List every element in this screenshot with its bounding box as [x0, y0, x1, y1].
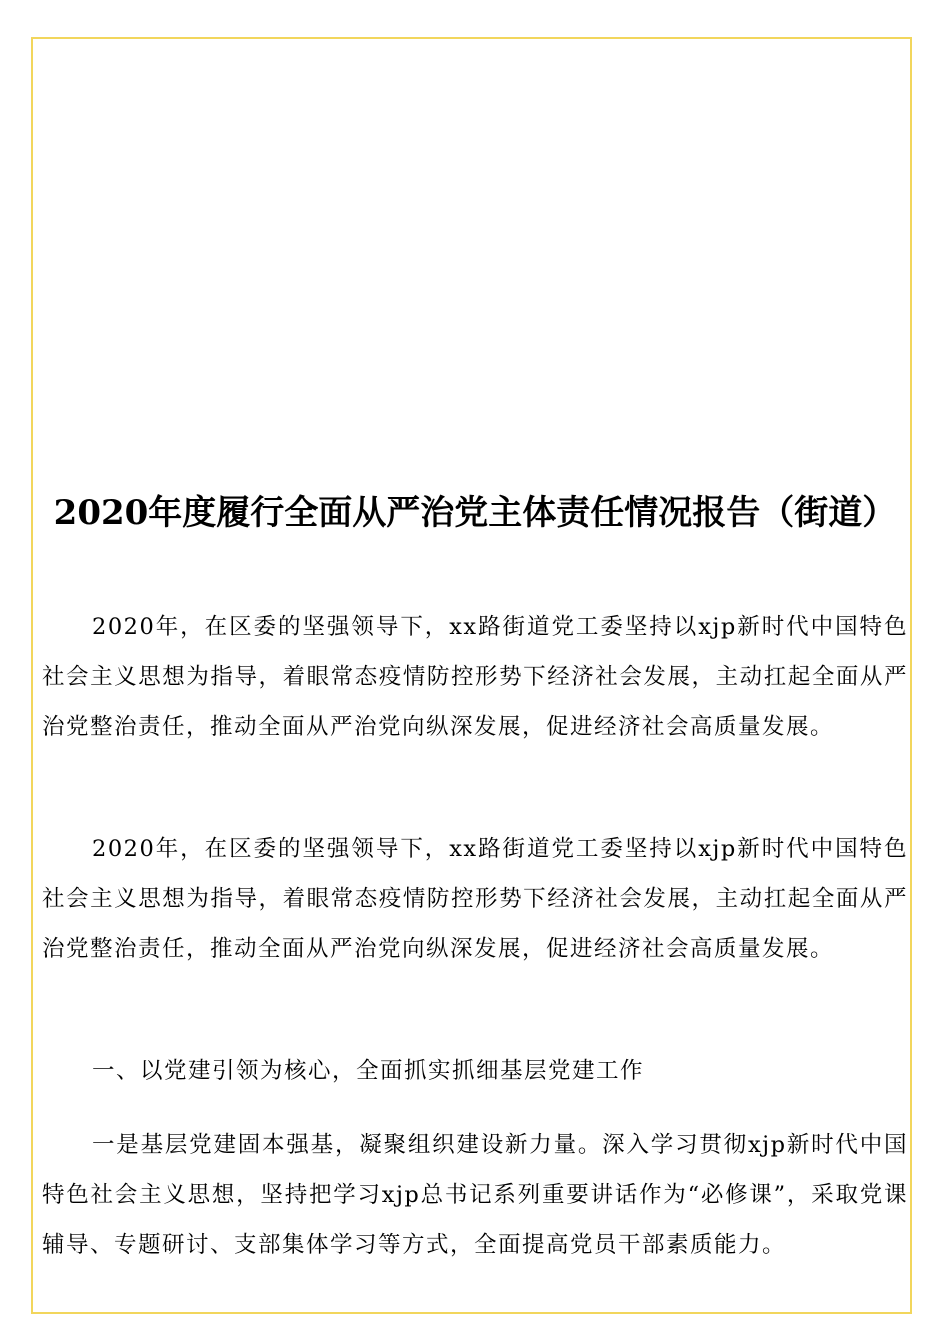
- document-title: 2020年度履行全面从严治党主体责任情况报告（街道）: [53, 493, 897, 533]
- paragraph-intro: 2020年，在区委的坚强领导下，xx路街道党工委坚持以xjp新时代中国特色社会主义思想为指导，着眼常态疫情防控形势下经济社会发展，主动扛起全面从严治党整治责任，推动全面从严治党向纵深发展，促进经济社会高质量发展。: [42, 614, 908, 740]
- paragraph-section-1-point-1: 一是基层党建固本强基，凝聚组织建设新力量。深入学习贯彻xjp新时代中国特色社会主义思想，坚持把学习xjp总书记系列重要讲话作为“必修课”，采取党课辅导、专题研讨、支部集体学习等方式，全面提高党员干部素质能力。: [42, 1132, 908, 1258]
- paragraph-intro-repeat: 2020年，在区委的坚强领导下，xx路街道党工委坚持以xjp新时代中国特色社会主义思想为指导，着眼常态疫情防控形势下经济社会发展，主动扛起全面从严治党整治责任，推动全面从严治党向纵深发展，促进经济社会高质量发展。: [42, 836, 908, 962]
- section-heading-1: 一、以党建引领为核心，全面抓实抓细基层党建工作: [92, 1058, 645, 1084]
